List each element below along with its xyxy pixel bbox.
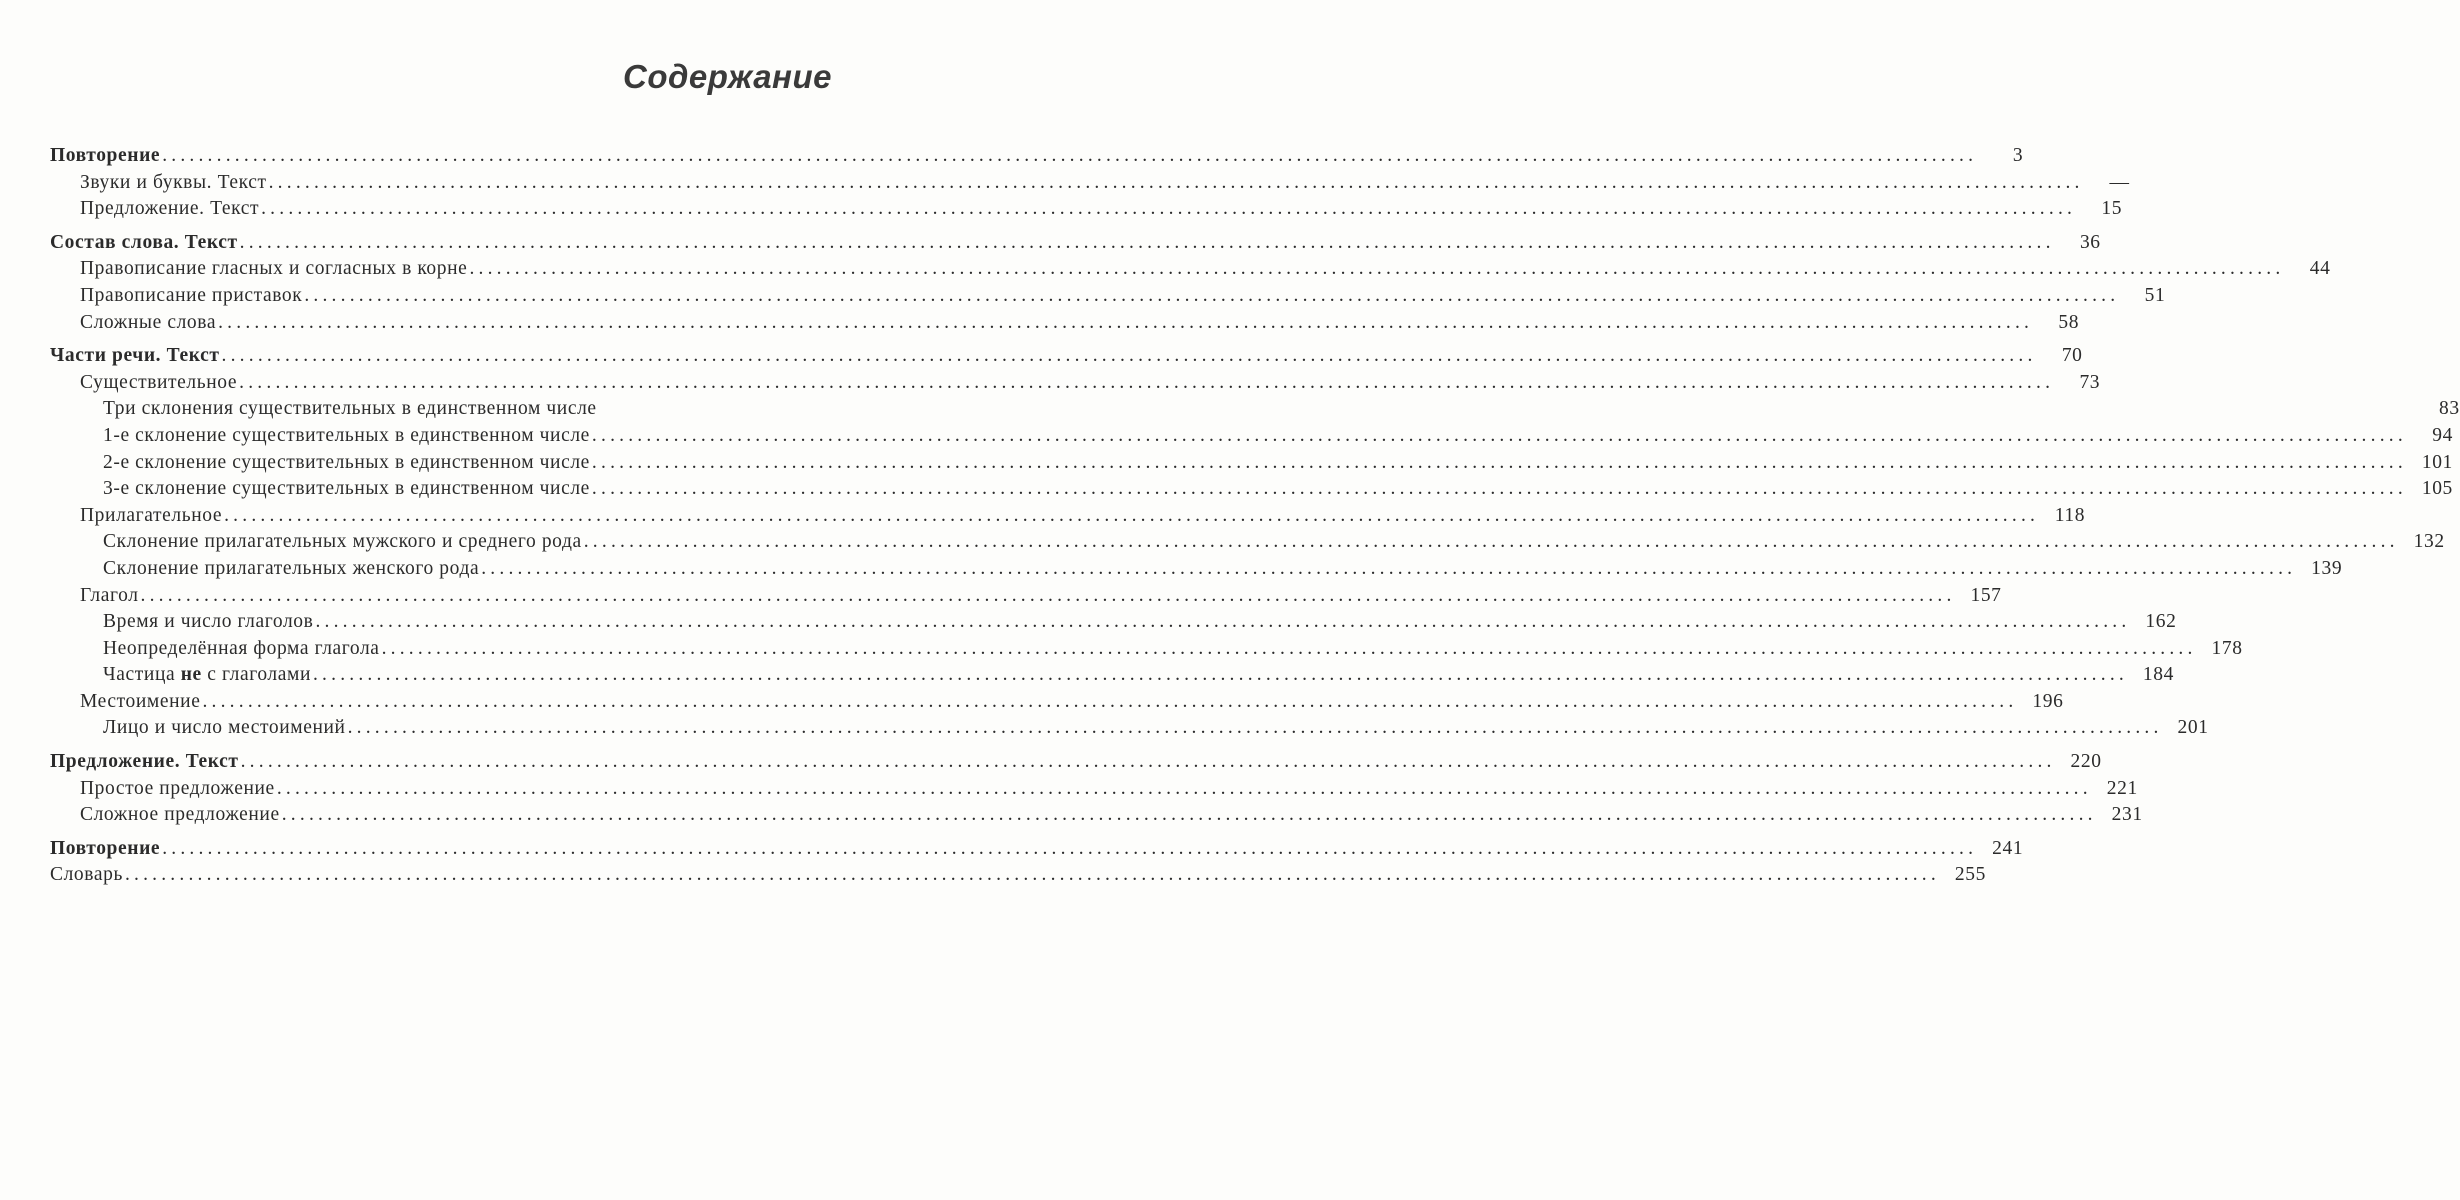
toc-entry bbox=[50, 231, 2101, 259]
toc-entry bbox=[50, 371, 2101, 399]
toc-entry-page: 196 bbox=[2032, 690, 2064, 712]
toc-entry-title bbox=[103, 664, 311, 686]
toc-entry bbox=[50, 478, 2453, 505]
toc-entry-page: 184 bbox=[2142, 664, 2174, 686]
dot-leader: ........................................................................................................................................................................................................ bbox=[218, 311, 2034, 333]
dot-leader: ........................................................................................................................................................................................................ bbox=[315, 611, 2131, 633]
toc-entry bbox=[50, 424, 2453, 452]
dot-leader: ........................................................................................................................................................................................................ bbox=[591, 451, 2407, 473]
dot-leader: ........................................................................................................................................................................................................ bbox=[481, 557, 2297, 579]
toc-entry-title: Сложные слова bbox=[80, 311, 217, 333]
dot-leader: ........................................................................................................................................................................................................ bbox=[162, 837, 1978, 859]
toc-entry-page: 255 bbox=[1954, 864, 1986, 886]
dot-leader: ........................................................................................................................................................................................................ bbox=[240, 751, 2056, 773]
toc-entry-title: Три склонения существительных в единственном числе bbox=[103, 398, 597, 420]
toc-entry-page: 73 bbox=[2079, 371, 2101, 393]
title-part: с глаголами bbox=[201, 664, 311, 686]
dot-leader: ........................................................................................................................................................................................................ bbox=[261, 198, 2077, 220]
toc-entry-page: 162 bbox=[2145, 611, 2177, 633]
toc-entry-page: 58 bbox=[2058, 311, 2080, 333]
toc-entry-page: 221 bbox=[2106, 777, 2138, 799]
dot-leader: ........................................................................................................................................................................................................ bbox=[224, 504, 2040, 526]
toc-entry-title: Состав слова. Текст bbox=[50, 231, 238, 253]
toc-entry bbox=[50, 145, 2024, 172]
toc-entry-title: Предложение. Текст bbox=[50, 751, 239, 773]
dot-leader: ........................................................................................................................................................................................................ bbox=[591, 424, 2407, 446]
toc-entry-title: Время и число глаголов bbox=[103, 611, 314, 633]
toc-entry bbox=[50, 557, 2343, 585]
toc-entry-page: 94 bbox=[2432, 424, 2453, 446]
toc-entry bbox=[50, 531, 2445, 558]
toc-entry bbox=[50, 345, 2083, 372]
dot-leader: ........................................................................................................................................................................................................ bbox=[268, 171, 2084, 193]
toc-entry-title: Правописание приставок bbox=[80, 284, 303, 306]
toc-entry-page: 83 bbox=[2438, 398, 2460, 420]
toc-entry-title: Простое предложение bbox=[80, 777, 275, 799]
toc-entry bbox=[50, 198, 2123, 225]
toc-entry-page: 201 bbox=[2177, 717, 2209, 739]
toc-entry-page: — bbox=[2109, 171, 2130, 193]
toc-entry-page: 118 bbox=[2054, 504, 2086, 526]
dot-leader: ........................................................................................................................................................................................................ bbox=[469, 258, 2285, 280]
dot-leader: ........................................................................................................................................................................................................ bbox=[276, 777, 2092, 799]
toc-entry bbox=[50, 777, 2138, 805]
toc-entry bbox=[50, 451, 2453, 479]
toc-entry-page: 241 bbox=[1992, 837, 2024, 859]
table-of-contents bbox=[50, 145, 2460, 891]
toc-entry-title: Склонение прилагательных женского рода bbox=[103, 557, 480, 579]
toc-entry-title: Звуки и буквы. Текст bbox=[80, 171, 267, 193]
toc-entry bbox=[50, 311, 2080, 339]
toc-entry bbox=[50, 717, 2209, 744]
dot-leader: ........................................................................................................................................................................................................ bbox=[347, 717, 2163, 739]
toc-entry-title: 1-е склонение существительных в единственном числе bbox=[103, 424, 590, 446]
dot-leader: ........................................................................................................................................................................................................ bbox=[281, 804, 2097, 826]
emphasized-word: не bbox=[180, 664, 202, 686]
toc-entry-title: Прилагательное bbox=[80, 504, 223, 526]
dot-leader: ........................................................................................................................................................................................................ bbox=[221, 345, 2037, 367]
toc-entry-page: 132 bbox=[2413, 531, 2445, 553]
toc-entry-title: Части речи. Текст bbox=[50, 345, 220, 367]
toc-entry-page: 44 bbox=[2309, 258, 2331, 280]
toc-entry-title: 3-е склонение существительных в единственном числе bbox=[103, 478, 590, 500]
toc-entry-title: Существительное bbox=[80, 371, 238, 393]
toc-entry-title: Лицо и число местоимений bbox=[103, 717, 346, 739]
toc-entry-title: Сложное предложение bbox=[80, 804, 280, 826]
page-title: Содержание bbox=[623, 58, 832, 95]
toc-entry bbox=[50, 664, 2174, 691]
toc-entry-page: 231 bbox=[2111, 804, 2143, 826]
toc-entry bbox=[50, 284, 2166, 312]
toc-entry-page: 36 bbox=[2079, 231, 2101, 253]
toc-entry bbox=[50, 611, 2177, 638]
dot-leader: ........................................................................................................................................................................................................ bbox=[381, 637, 2197, 659]
toc-entry-page: 3 bbox=[2012, 145, 2024, 166]
toc-entry-page: 178 bbox=[2211, 637, 2243, 659]
toc-entry-page: 15 bbox=[2101, 198, 2123, 220]
toc-entry bbox=[50, 837, 2024, 865]
toc-entry bbox=[50, 690, 2064, 718]
toc-entry-page: 105 bbox=[2421, 478, 2453, 500]
toc-entry-title: Глагол bbox=[80, 584, 139, 606]
toc-entry bbox=[50, 398, 2460, 425]
toc-entry bbox=[50, 637, 2243, 665]
toc-entry-title: Повторение bbox=[50, 145, 161, 166]
dot-leader: ........................................................................................................................................................................................................ bbox=[202, 690, 2018, 712]
dot-leader: ........................................................................................................................................................................................................ bbox=[162, 145, 1978, 166]
toc-entry-title: Предложение. Текст bbox=[80, 198, 260, 220]
toc-entry bbox=[50, 171, 2130, 199]
toc-entry bbox=[50, 504, 2086, 532]
dot-leader: ........................................................................................................................................................................................................ bbox=[591, 478, 2407, 500]
toc-entry-title: Склонение прилагательных мужского и среднего рода bbox=[103, 531, 582, 553]
toc-entry-title: Правописание гласных и согласных в корне bbox=[80, 258, 468, 280]
dot-leader: ........................................................................................................................................................................................................ bbox=[239, 231, 2055, 253]
toc-entry-title: Местоимение bbox=[80, 690, 201, 712]
dot-leader: ........................................................................................................................................................................................................ bbox=[312, 664, 2128, 686]
dot-leader: ........................................................................................................................................................................................................ bbox=[583, 531, 2399, 553]
toc-entry bbox=[50, 584, 2002, 612]
toc-entry-page: 220 bbox=[2070, 751, 2102, 773]
toc-entry-page: 157 bbox=[1970, 584, 2002, 606]
toc-entry-title: Словарь bbox=[50, 864, 123, 886]
toc-entry-page: 51 bbox=[2144, 284, 2166, 306]
dot-leader: ........................................................................................................................................................................................................ bbox=[239, 371, 2055, 393]
toc-entry bbox=[50, 804, 2143, 831]
toc-entry-page: 139 bbox=[2311, 557, 2343, 579]
toc-entry bbox=[50, 258, 2331, 285]
dot-leader: ........................................................................................................................................................................................................ bbox=[304, 284, 2120, 306]
dot-leader: ........................................................................................................................................................................................................ bbox=[140, 584, 1956, 606]
toc-entry-title: 2-е склонение существительных в единственном числе bbox=[103, 451, 590, 473]
toc-entry-page: 101 bbox=[2421, 451, 2453, 473]
toc-entry bbox=[50, 751, 2102, 778]
dot-leader: ........................................................................................................................................................................................................ bbox=[124, 864, 1940, 886]
toc-entry-title: Неопределённая форма глагола bbox=[103, 637, 380, 659]
toc-entry bbox=[50, 864, 1986, 891]
toc-entry-title: Повторение bbox=[50, 837, 161, 859]
toc-entry-page: 70 bbox=[2061, 345, 2083, 367]
title-part: Частица bbox=[103, 664, 181, 686]
